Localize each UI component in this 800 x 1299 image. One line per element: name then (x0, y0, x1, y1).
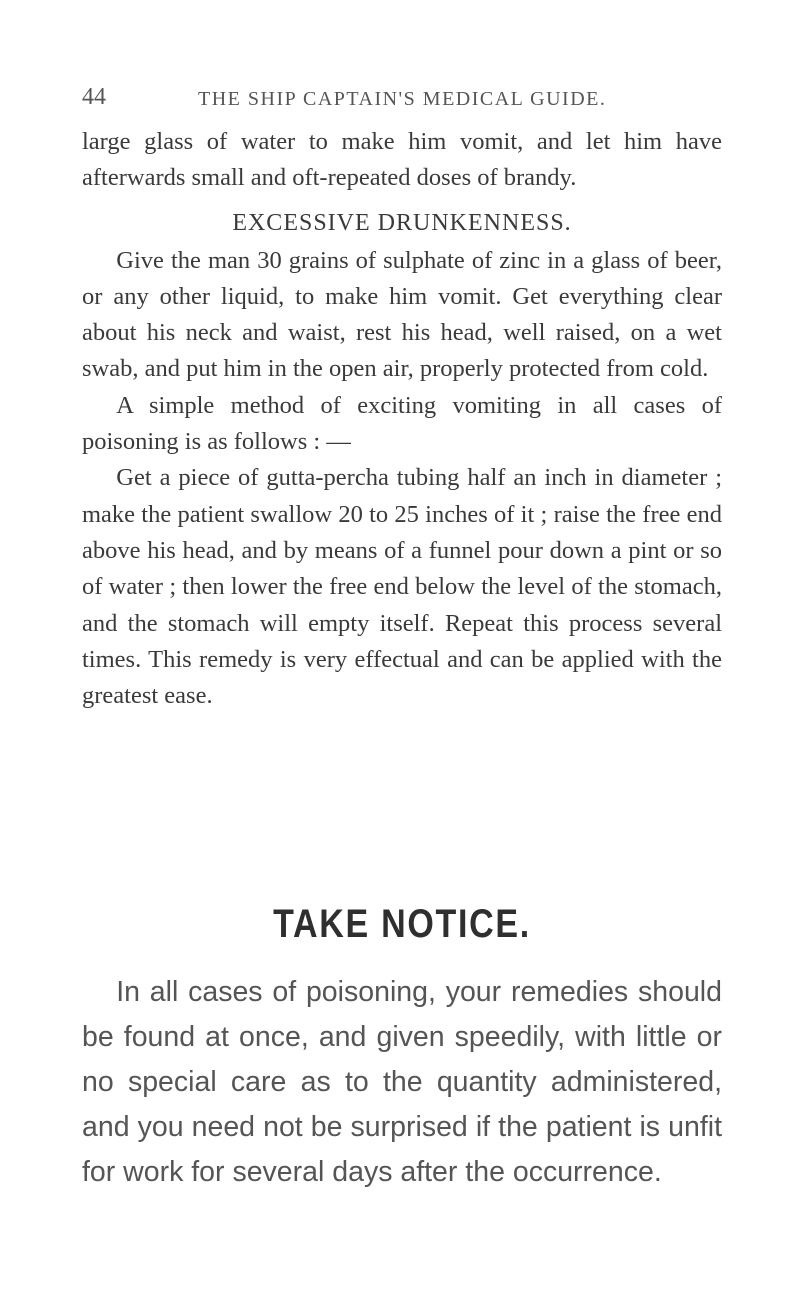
notice-heading: TAKE NOTICE. (273, 902, 531, 946)
notice-paragraph: In all cases of poisoning, your remedies should be found at once, and given speedily, with little or no special care as to the quantity administered, and you need not be surprised if the patient is unfit for work for several days after the occurrence. (82, 976, 722, 1188)
section-heading: EXCESSIVE DRUNKENNESS. (232, 209, 572, 236)
notice-text (82, 970, 722, 1195)
page-number: 44 (82, 84, 106, 110)
running-title: THE SHIP CAPTAIN'S MEDICAL GUIDE. (198, 88, 607, 110)
paragraph: A simple method of exciting vomiting in all cases of poisoning is as follows : — (82, 391, 722, 456)
body-text (82, 124, 722, 714)
continued-paragraph: large glass of water to make him vomit, and let him have afterwards small and oft-repeated doses of brandy. (82, 128, 722, 192)
paragraph: Give the man 30 grains of sulphate of zinc in a glass of beer, or any other liquid, to make him vomit. Get everything clear about his neck and waist, rest his head, well raised, on a wet swab, and put him in the open air, properly protected from cold. (82, 246, 722, 383)
paragraph: Get a piece of gutta-percha tubing half an inch in diameter ; make the patient swallow 20 to 25 inches of it ; raise the free end above his head, and by means of a funnel pour down a pint or so of water ; then lower the free end below the level of the stomach, and the stomach will empty itself. Repeat this process several times. This remedy is very effectual and can be applied with the greatest ease. (82, 464, 722, 710)
running-head (82, 84, 722, 114)
